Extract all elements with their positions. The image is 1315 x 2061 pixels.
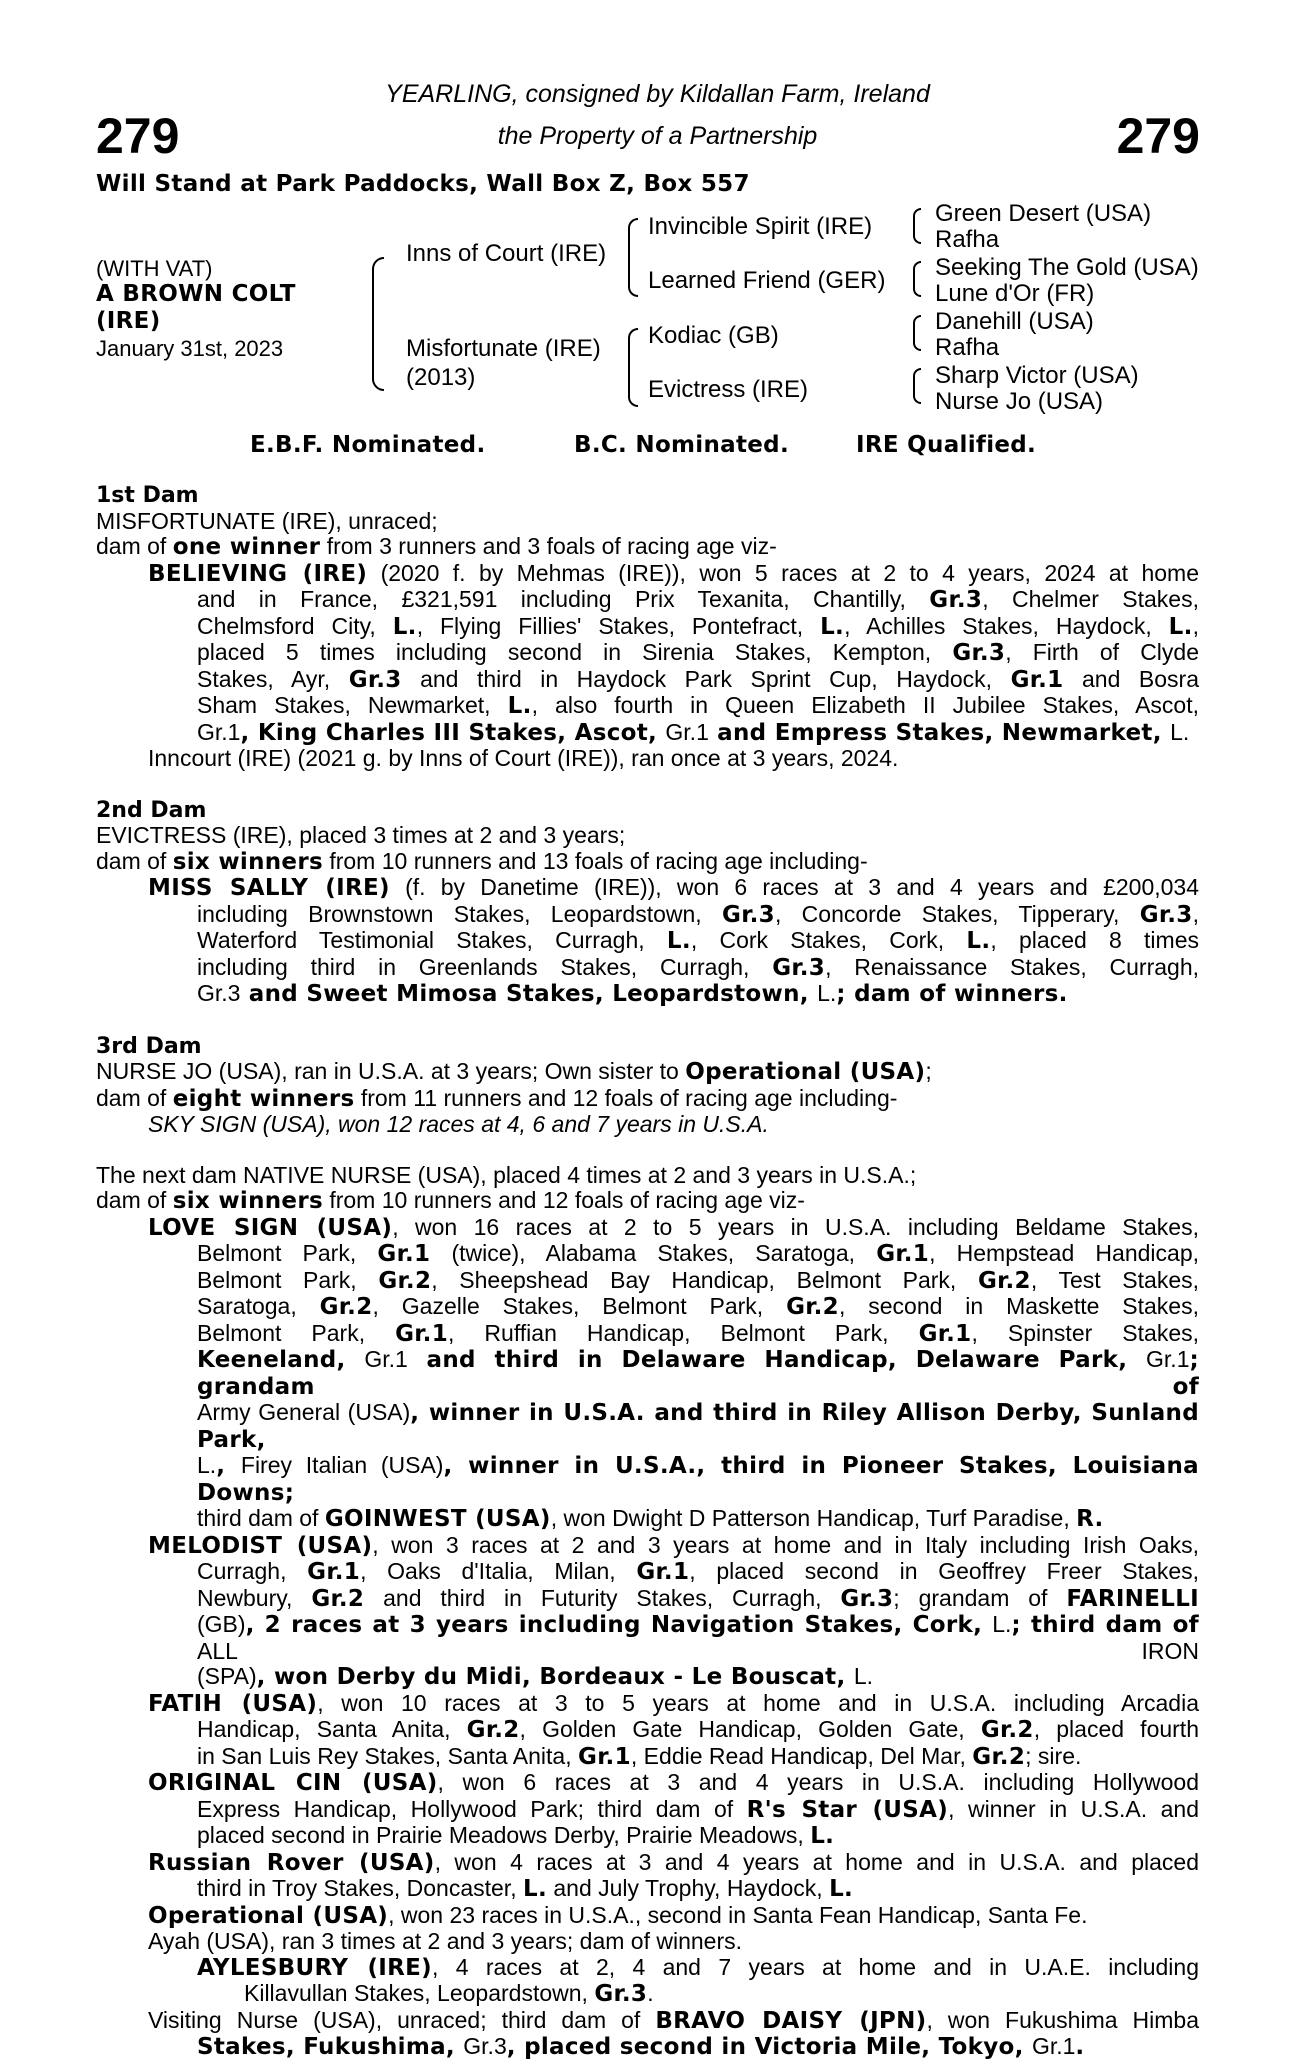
text-segment: LOVE SIGN (USA) [148,1214,393,1241]
text-segment: (GB) [197,1611,246,1637]
text-segment: Stakes, Ayr, [197,665,349,692]
text-segment: Gr.3 [772,954,826,981]
text-segment: and third in Haydock Park Sprint Cup, Haydock, [401,665,1011,692]
text-segment: , Golden Gate Handicap, Golden Gate, [519,1716,981,1742]
text-segment: (f. by Danetime (IRE)), won 6 races at 3 and 4 years and £200,034 [389,874,1200,900]
text-segment: Gr.2 [972,1743,1026,1770]
text-segment: from 11 runners and 12 foals of racing age including- [354,1084,898,1111]
text-segment: dam of [96,847,173,874]
text-segment: dam of [96,1084,173,1111]
text-segment: (SPA) [197,1663,257,1689]
text-segment: , won 23 races in U.S.A., second in Santa Fean Handicap, Santa Fe. [388,1901,1088,1928]
entry-line [96,1163,1199,1189]
text-segment: ; dam of winners. [836,981,1068,1007]
text-segment: Gr.1 [876,1241,930,1267]
text-segment: MISS SALLY (IRE) [148,875,390,901]
entry-line [96,561,1199,588]
entry-line [96,534,1199,561]
text-segment: FATIH (USA) [148,1690,318,1717]
text-segment: Handicap, Santa Anita, [197,1716,467,1742]
entry-line [96,509,1199,535]
text-segment: and third in Futurity Stakes, Curragh, [364,1584,841,1611]
text-segment: MELODIST (USA) [148,1532,373,1559]
entry-line [96,2008,1199,2035]
pedigree-brace-dam [628,328,638,407]
entry-line [96,1876,1199,1903]
text-segment: Gr.2 [977,1267,1031,1294]
text-segment: and Bosra [1063,665,1199,692]
text-segment: , Flying Fillies' Stakes, Pontefract, [416,612,821,639]
nomination-ire: IRE Qualified. [856,432,1037,458]
text-segment: , King Charles III Stakes, Ascot, [240,719,666,746]
text-segment: Waterford Testimonial Stakes, Curragh, [197,927,667,953]
text-segment: Belmont Park, [197,1319,396,1346]
entry-line [96,1086,1199,1113]
text-segment: Gr.3 [929,587,983,613]
text-segment: Belmont Park, [197,1240,378,1266]
text-segment: , Ruffian Handicap, Belmont Park, [448,1319,919,1346]
text-segment: six winners [172,1188,323,1214]
text-segment: ; third dam of [1011,1612,1199,1638]
text-segment: , won Dwight D Patterson Handicap, Turf Paradise, [550,1505,1077,1531]
text-segment: and Sweet Mimosa Stakes, Leopardstown, [240,981,818,1007]
text-segment: Operational (USA) [685,1059,926,1085]
text-segment: Gr.2 [466,1717,520,1743]
pedigree-dam-sire: Kodiac (GB) [648,322,779,349]
text-segment: Express Handicap, Hollywood Park; third dam of [197,1795,747,1822]
text-segment: and Empress Stakes, Newmarket, [708,719,1171,746]
entry-line [96,981,1199,1008]
entry-line [96,614,1199,641]
section-heading [96,482,1199,509]
text-segment: dam of [96,1187,173,1213]
text-segment: , won Fukushima Himba [926,2006,1200,2033]
text-segment: Gr.3 [840,1585,894,1612]
text-segment: , winner in U.S.A. and third in Riley Allison Derby, Sunland Park, [197,1400,1199,1453]
text-segment: , second in Maskette Stakes, [838,1293,1199,1319]
text-segment: , Chelmer Stakes, [982,586,1199,612]
text-segment: , [1192,900,1199,927]
lot-number-left: 279 [96,108,180,164]
entry-line [96,1059,1199,1086]
pedigree-ggp-3: Seeking The Gold (USA) [935,254,1199,281]
entry-line [96,1850,1199,1877]
text-segment: and third in Delaware Handicap, Delaware Park, [407,1347,1147,1373]
pedigree-ggp-1: Green Desert (USA) [935,200,1152,227]
text-segment: Curragh, [197,1558,308,1584]
text-segment: , Firth of Clyde [1005,639,1199,665]
text-segment: ; sire. [1025,1742,1082,1769]
text-segment: Gr.1 [1146,1346,1190,1372]
foaling-date: January 31st, 2023 [96,336,284,361]
text-segment: Gr.3 [952,640,1006,666]
text-segment: Saratoga, [197,1293,320,1319]
nomination-ebf: E.B.F. Nominated. [250,432,486,458]
text-segment: Gr.1 [1010,666,1064,693]
text-segment: Sham Stakes, Newmarket, [197,692,508,718]
vat-label: (WITH VAT) [96,256,213,281]
text-segment: , placed second in Victoria Mile, Tokyo, [506,2034,1032,2060]
pedigree-ggp-4: Lune d'Or (FR) [935,280,1095,307]
text-segment: Gr.3 [722,901,775,928]
text-segment: dam of [96,533,173,559]
text-segment: L. [829,1876,854,1902]
text-segment: Gr.1 [377,1241,431,1267]
entry-line [96,1188,1199,1215]
text-segment: placed second in Prairie Meadows Derby, Prairie Meadows, [197,1822,811,1848]
text-segment: from 3 runners and 3 foals of racing age viz- [320,533,777,559]
pedigree-sire-sire: Invincible Spirit (IRE) [648,213,873,240]
pedigree-ggp-7: Sharp Victor (USA) [935,362,1139,389]
horse-description: A BROWN COLT [96,281,296,307]
text-segment: six winners [172,848,323,875]
pedigree-ggp-5: Danehill (USA) [935,308,1094,335]
text-segment: , placed 8 times [990,927,1199,953]
text-segment: , Spinster Stakes, [971,1319,1199,1346]
text-segment: . [1075,2034,1085,2060]
text-segment: Gr.1 [665,718,709,745]
text-segment: Gr.3 [1139,901,1193,928]
pedigree-ggp-2: Rafha [935,226,1000,253]
text-segment: Gr.2 [311,1585,365,1612]
text-segment: Gr.1 [918,1320,972,1347]
entry-line [96,1691,1199,1718]
entry-line [96,640,1199,667]
text-segment: (twice), Alabama Stakes, Saratoga, [430,1240,877,1266]
text-segment: from 10 runners and 12 foals of racing age viz- [322,1187,805,1213]
text-segment: Newbury, [197,1584,312,1611]
text-segment: Chelmsford City, [197,612,393,639]
catalogue-body [96,482,1199,2061]
text-segment: , also fourth in Queen Elizabeth II Jubilee Stakes, Ascot, [531,692,1200,718]
text-segment: , winner in U.S.A. and [948,1795,1199,1822]
text-segment: , [216,1453,241,1479]
entry-line [96,1955,1199,1982]
text-segment: Gr.2 [786,1294,839,1320]
text-segment: L. [1170,718,1190,745]
text-segment: third dam of [197,1505,325,1531]
text-segment: , won Derby du Midi, Bordeaux - Le Bouscat, [256,1664,854,1690]
text-segment: from 10 runners and 13 foals of racing age including- [322,847,868,874]
text-segment: ; grandam of [197,1347,1199,1400]
pedigree-ggp-8: Nurse Jo (USA) [935,388,1104,415]
entry-line [96,1112,1199,1138]
entry-line [96,1903,1199,1930]
location-line: Will Stand at Park Paddocks, Wall Box Z, Box 557 [96,171,750,197]
text-segment: including third in Greenlands Stakes, Curragh, [197,953,773,980]
text-segment: L. [820,613,845,640]
section-gap [96,772,1199,797]
text-segment: Visiting Nurse (USA), unraced; third dam of [148,2006,656,2033]
text-segment: ORIGINAL CIN (USA) [148,1770,438,1796]
entry-line [96,1453,1199,1506]
entry-line [96,1717,1199,1744]
text-segment: L. [817,980,837,1006]
text-segment: and July Trophy, Haydock, [546,1875,830,1901]
text-segment: Russian Rover (USA) [148,1849,435,1876]
pedigree-brace-gg4 [913,368,921,404]
text-segment: L. [507,693,532,719]
entry-line [96,849,1199,876]
text-segment: ; [925,1058,932,1084]
text-segment: in San Luis Rey Stakes, Santa Anita, [197,1742,579,1769]
entry-line [96,720,1199,747]
section-heading [96,797,1199,824]
text-segment: Gr.1 [307,1559,361,1585]
entry-line [96,1664,1199,1691]
text-segment: Belmont Park, [197,1266,379,1293]
entry-line [96,1981,1199,2008]
text-segment: Gr.1 [197,718,241,745]
text-segment: L. [197,1452,217,1478]
text-segment: FARINELLI [1066,1585,1200,1612]
entry-line [96,1268,1199,1295]
text-segment: Gr.1 [1031,2033,1076,2059]
entry-line [96,1586,1199,1613]
text-segment: , Hempstead Handicap, [929,1240,1200,1266]
entry-line [96,1294,1199,1321]
text-segment: , Concorde Stakes, Tipperary, [774,900,1140,927]
entry-line [96,1797,1199,1824]
pedigree-brace-sire [628,218,638,297]
text-segment: L. [966,928,991,954]
text-segment: , Eddie Read Handicap, Del Mar, [630,1742,973,1769]
text-segment: , won 16 races at 2 to 5 years in U.S.A. including Beldame Stakes, [392,1213,1199,1240]
horse-description-breed: (IRE) [96,308,161,334]
text-segment: AYLESBURY (IRE) [197,1954,432,1981]
text-segment: Operational (USA) [148,1902,389,1929]
text-segment: , Achilles Stakes, Haydock, [844,612,1169,639]
text-segment: , Renaissance Stakes, Curragh, [825,953,1199,980]
text-segment: Gr.1 [395,1320,448,1347]
text-segment: , placed fourth [1033,1716,1199,1742]
text-segment: Gr.1 [636,1559,690,1585]
text-segment: third in Troy Stakes, Doncaster, [197,1875,523,1901]
text-segment: , Gazelle Stakes, Belmont Park, [372,1293,787,1319]
text-segment: BELIEVING (IRE) [148,560,368,587]
entry-line [96,667,1199,694]
text-segment: NURSE JO (USA), ran in U.S.A. at 3 years; Own sister to [96,1058,686,1084]
pedigree-brace-gg3 [913,315,921,351]
text-segment: Gr.3 [594,1981,648,2007]
entry-line [96,902,1199,929]
text-segment: , 4 races at 2, 4 and 7 years at home and in U.A.E. including [431,1953,1199,1980]
text-segment: and in France, £321,591 including Prix Texanita, Chantilly, [197,586,930,612]
text-segment: (2020 f. by Mehmas (IRE)), won 5 races at 2 to 4 years, 2024 at home [367,559,1199,586]
text-segment: L. [992,1611,1012,1637]
text-segment: Stakes, Fukushima, [197,2034,464,2060]
text-segment: . [647,1980,654,2006]
text-segment: GOINWEST (USA) [324,1506,551,1532]
text-segment: Gr.1 [364,1346,408,1372]
pedigree-brace-gg1 [913,208,921,244]
text-segment: Gr.1 [578,1743,631,1770]
section-heading [96,1033,1199,1060]
entry-line [96,1559,1199,1586]
text-segment: including Brownstown Stakes, Leopardstown, [197,900,723,927]
text-segment: EVICTRESS (IRE), placed 3 times at 2 and 3 years; [96,822,626,848]
pedigree-brace-gg2 [913,261,921,297]
entry-line [96,823,1199,849]
entry-line [96,928,1199,955]
text-segment: Gr.2 [980,1717,1034,1743]
text-segment: Gr.2 [378,1267,432,1294]
text-segment: ; grandam of [893,1584,1067,1611]
text-segment: , Cork Stakes, Cork, [690,927,967,953]
entry-line [96,1215,1199,1242]
text-segment: ALL IRON [197,1637,1199,1664]
text-segment: R. [1076,1506,1104,1532]
entry-line [96,1929,1199,1955]
text-segment: , won 4 races at 3 and 4 years at home and in U.S.A. and placed [434,1848,1199,1875]
text-segment: L. [810,1823,835,1849]
entry-line [96,2034,1199,2061]
text-segment: Ayah (USA), ran 3 times at 2 and 3 years; dam of winners. [148,1928,743,1954]
entry-line [96,1744,1199,1771]
pedigree-dam-year: (2013) [406,364,476,391]
text-segment: L. [853,1663,873,1689]
pedigree-brace-main [372,257,384,391]
text-segment: Gr.3 [197,980,241,1006]
pedigree-sire-dam: Learned Friend (GER) [648,267,886,294]
text-segment: The next dam NATIVE NURSE (USA), placed 4 times at 2 and 3 years in U.S.A.; [96,1161,917,1188]
text-segment: , winner in U.S.A., third in Pioneer Stakes, Louisiana Downs; [197,1453,1199,1506]
text-segment: SKY SIGN (USA), won 12 races at 4, 6 and 7 years in U.S.A. [148,1111,769,1137]
entry-line [96,875,1199,902]
text-segment: L. [666,928,691,954]
text-segment: placed 5 times including second in Sirenia Stakes, Kempton, [197,639,953,665]
text-segment: , won 10 races at 3 to 5 years at home and in U.S.A. including Arcadia [317,1689,1199,1716]
text-segment: , placed second in Geoffrey Freer Stakes, [689,1558,1199,1584]
entry-line [96,1400,1199,1453]
text-segment: Gr.3 [463,2033,507,2059]
entry-line [96,1347,1199,1400]
text-segment: R's Star (USA) [746,1796,949,1823]
lot-number-right: 279 [1116,108,1200,164]
text-segment: Inncourt (IRE) (2021 g. by Inns of Court (IRE)), ran once at 3 years, 2024. [148,745,899,771]
text-segment: L. [522,1876,547,1902]
entry-line [96,746,1199,772]
pedigree-dam-dam: Evictress (IRE) [648,376,809,403]
entry-line [96,587,1199,614]
text-segment: Keeneland, [197,1347,365,1373]
pedigree-dam: Misfortunate (IRE) [406,335,601,362]
text-segment: , won 6 races at 3 and 4 years in U.S.A. including Hollywood [437,1769,1199,1795]
entry-line [96,1612,1199,1664]
entry-line [96,955,1199,982]
text-segment: L. [1168,613,1193,640]
pedigree-sire: Inns of Court (IRE) [406,240,607,267]
text-segment: Army General (USA) [197,1399,411,1425]
nomination-bc: B.C. Nominated. [574,432,789,458]
entry-line [96,1506,1199,1533]
entry-line [96,1321,1199,1348]
text-segment: L. [392,613,417,640]
pedigree-ggp-6: Rafha [935,334,1000,361]
entry-line [96,1770,1199,1797]
text-segment: 1st Dam [96,483,199,508]
text-segment: BRAVO DAISY (JPN) [655,2007,927,2034]
entry-line [96,693,1199,720]
text-segment: Gr.2 [319,1294,373,1320]
text-segment: 2nd Dam [96,797,207,823]
text-segment: , 2 races at 3 years including Navigation Stakes, Cork, [245,1612,993,1638]
text-segment: Gr.3 [348,666,402,693]
text-segment: Killavullan Stakes, Leopardstown, [244,1980,595,2006]
text-segment: 3rd Dam [96,1033,202,1059]
section-gap [96,1008,1199,1033]
text-segment: eight winners [172,1085,355,1112]
text-segment: one winner [172,534,321,560]
consignor-line: YEARLING, consigned by Kildallan Farm, Ireland [385,80,930,108]
text-segment: Firey Italian (USA) [240,1452,444,1478]
text-segment: , Oaks d'Italia, Milan, [360,1558,637,1584]
section-gap [96,1138,1199,1163]
entry-line [96,1533,1199,1560]
text-segment: MISFORTUNATE (IRE), unraced; [96,507,438,534]
text-segment: , [1192,612,1200,639]
text-segment: , Sheepshead Bay Handicap, Belmont Park, [431,1266,978,1293]
entry-line [96,1823,1199,1850]
entry-line [96,1241,1199,1268]
owner-line: the Property of a Partnership [497,122,818,150]
text-segment: , won 3 races at 2 and 3 years at home and in Italy including Irish Oaks, [372,1531,1199,1558]
text-segment: , Test Stakes, [1030,1266,1199,1293]
